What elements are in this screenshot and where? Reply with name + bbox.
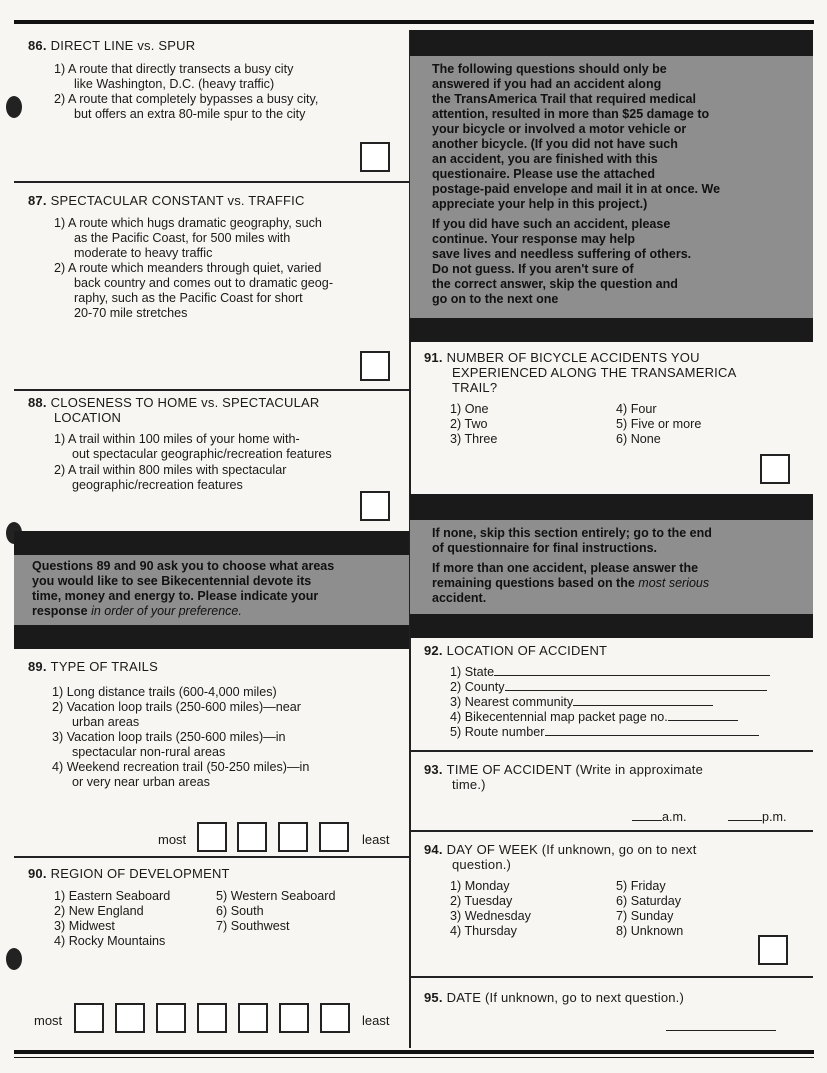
q88-option-2-cont: geographic/recreation features — [72, 478, 243, 492]
q89-rank-box-1[interactable] — [197, 822, 227, 852]
intro-top-bar — [14, 531, 410, 555]
intro-line-2: you would like to see Bikecentennial devote its — [32, 574, 312, 588]
question-95-title: 95. DATE (If unknown, go to next question.) — [424, 990, 685, 1005]
intro-line-1: Questions 89 and 90 ask you to choose what areas — [32, 559, 335, 573]
question-93-title-cont: time.) — [452, 777, 486, 792]
q90-option-5: 5) Western Seaboard — [216, 889, 336, 903]
q86-option-1: 1) A route that directly transects a busy city — [54, 62, 294, 76]
q89-least-label: least — [362, 832, 390, 847]
q92-county-field[interactable]: 2) County — [450, 680, 767, 695]
q87-option-2-cont3: 20-70 mile stretches — [74, 306, 188, 320]
q89-option-4: 4) Weekend recreation trail (50-250 miles)—in — [52, 760, 310, 774]
question-87 — [14, 183, 410, 391]
accident-count-note — [410, 520, 813, 614]
q87-option-1: 1) A route which hugs dramatic geography, such — [54, 216, 322, 230]
q94-option-1: 1) Monday — [450, 879, 510, 893]
q89-option-2: 2) Vacation loop trails (250-600 miles)—near — [52, 700, 301, 714]
q88-option-1-cont: out spectacular geographic/recreation features — [72, 447, 332, 461]
bottom-rule-thin — [14, 1057, 814, 1058]
mid-note-line-3: If more than one accident, please answer the — [432, 561, 699, 575]
bottom-rule — [14, 1050, 814, 1054]
q86-answer-box[interactable] — [360, 142, 390, 172]
q89-rank-box-2[interactable] — [237, 822, 267, 852]
q90-rank-box-4[interactable] — [197, 1003, 227, 1033]
q89-most-label: most — [158, 832, 187, 847]
q86-option-1-cont: like Washington, D.C. (heavy traffic) — [74, 77, 275, 91]
q87-option-1-cont2: moderate to heavy traffic — [74, 246, 213, 260]
q94-option-7: 7) Sunday — [616, 909, 674, 923]
q87-answer-box[interactable] — [360, 351, 390, 381]
intro-line-3: time, money and energy to. Please indicate your — [32, 589, 319, 603]
note-top-bottom-bar — [410, 318, 813, 342]
q91-option-1: 1) One — [450, 402, 489, 416]
note-paragraph-2: If you did have such an accident, please continue. Your response may help save lives and needless suffering of others. Do not guess. If you aren't sure of the correct answer, skip the question and go on to the next one — [432, 217, 692, 306]
q94-option-6: 6) Saturday — [616, 894, 682, 908]
question-91-title-cont1: EXPERIENCED ALONG THE TRANSAMERICA — [452, 365, 737, 380]
q95-date-field[interactable] — [666, 1020, 776, 1035]
q91-option-3: 3) Three — [450, 432, 498, 446]
question-89-title: 89. TYPE OF TRAILS — [28, 659, 158, 674]
q94-option-5: 5) Friday — [616, 879, 666, 893]
q92-community-field[interactable]: 3) Nearest community — [450, 695, 713, 710]
q90-rank-box-5[interactable] — [238, 1003, 268, 1033]
q94-option-4: 4) Thursday — [450, 924, 517, 938]
top-rule — [14, 20, 814, 24]
question-92 — [410, 638, 813, 752]
q90-option-6: 6) South — [216, 904, 264, 918]
q93-am-field[interactable]: a.m. — [632, 810, 687, 825]
question-95 — [410, 978, 813, 1048]
q91-option-4: 4) Four — [616, 402, 657, 416]
note-mid-bar — [410, 494, 813, 520]
question-88-title-cont: LOCATION — [54, 410, 122, 425]
question-91-title: 91. NUMBER OF BICYCLE ACCIDENTS YOU — [424, 350, 700, 365]
q86-option-2-cont: but offers an extra 80-mile spur to the city — [74, 107, 306, 121]
q94-option-2: 2) Tuesday — [450, 894, 513, 908]
note-top-bar — [410, 30, 813, 56]
question-94 — [410, 832, 813, 978]
q87-option-2-cont2: raphy, such as the Pacific Coast for short — [74, 291, 303, 305]
mid-note-line-2: of questionnaire for final instructions. — [432, 541, 658, 555]
question-90-title: 90. REGION OF DEVELOPMENT — [28, 866, 230, 881]
question-87-title: 87. SPECTACULAR CONSTANT vs. TRAFFIC — [28, 193, 305, 208]
q94-option-3: 3) Wednesday — [450, 909, 531, 923]
intro-line-4: response in order of your preference. — [32, 604, 242, 618]
question-93 — [410, 752, 813, 832]
question-90 — [14, 858, 410, 1048]
q91-answer-box[interactable] — [760, 454, 790, 484]
intro-bottom-bar — [14, 625, 410, 649]
q87-option-1-cont1: as the Pacific Coast, for 500 miles with — [74, 231, 291, 245]
questionnaire-page — [14, 30, 813, 1048]
mid-note-line-4: remaining questions based on the most serious — [432, 576, 710, 590]
right-column — [410, 30, 813, 1048]
question-89 — [14, 649, 410, 858]
q89-rank-box-3[interactable] — [278, 822, 308, 852]
q90-most-label: most — [34, 1013, 63, 1028]
q89-option-2-cont: urban areas — [72, 715, 140, 729]
q90-option-4: 4) Rocky Mountains — [54, 934, 166, 948]
q90-rank-box-3[interactable] — [156, 1003, 186, 1033]
mid-note-line-5: accident. — [432, 591, 487, 605]
q90-rank-box-2[interactable] — [115, 1003, 145, 1033]
q90-least-label: least — [362, 1013, 390, 1028]
question-88 — [14, 391, 410, 531]
q92-route-field[interactable]: 5) Route number — [450, 725, 759, 740]
q89-option-4-cont: or very near urban areas — [72, 775, 210, 789]
q90-option-2: 2) New England — [54, 904, 144, 918]
q90-option-3: 3) Midwest — [54, 919, 115, 933]
note-paragraph-1: The following questions should only be answered if you had an accident along the TransAmerica Trail that required medical attention, resulted in more than $25 damage to your bicycle or involved a motor vehicle or another bicycle. (If you did not have such an accident, you are finished with this questionaire. Please use the attached postage-paid envelope and mail it in at once. We appreciate your help in this project.) — [432, 62, 721, 211]
left-column — [14, 30, 410, 1048]
q90-option-7: 7) Southwest — [216, 919, 290, 933]
q90-rank-box-7[interactable] — [320, 1003, 350, 1033]
accident-instructions-note — [410, 56, 813, 318]
q91-option-5: 5) Five or more — [616, 417, 702, 431]
q90-rank-box-1[interactable] — [74, 1003, 104, 1033]
q92-state-field[interactable]: 1) State — [450, 665, 770, 680]
q94-answer-box[interactable] — [758, 935, 788, 965]
q88-option-2: 2) A trail within 800 miles with spectacular — [54, 463, 287, 477]
note-mid-bottom-bar — [410, 614, 813, 638]
q87-option-2-cont1: back country and comes out to dramatic geog- — [74, 276, 334, 290]
question-93-title: 93. TIME OF ACCIDENT (Write in approximate — [424, 762, 704, 777]
q93-pm-field[interactable]: p.m. — [728, 810, 787, 825]
mid-note-line-1: If none, skip this section entirely; go to the end — [432, 526, 712, 540]
q91-option-2: 2) Two — [450, 417, 488, 431]
q87-option-2: 2) A route which meanders through quiet, varied — [54, 261, 322, 275]
q89-option-1: 1) Long distance trails (600-4,000 miles) — [52, 685, 277, 699]
question-94-title: 94. DAY OF WEEK (If unknown, go on to next — [424, 842, 697, 857]
q94-option-8: 8) Unknown — [616, 924, 684, 938]
q89-option-3: 3) Vacation loop trails (250-600 miles)—in — [52, 730, 286, 744]
q91-option-6: 6) None — [616, 432, 661, 446]
question-92-title: 92. LOCATION OF ACCIDENT — [424, 643, 608, 658]
question-86-title: 86. DIRECT LINE vs. SPUR — [28, 38, 196, 53]
q86-option-2: 2) A route that completely bypasses a busy city, — [54, 92, 319, 106]
intro-89-90-note — [14, 555, 410, 625]
q90-rank-box-6[interactable] — [279, 1003, 309, 1033]
question-91-title-cont2: TRAIL? — [452, 380, 498, 395]
q89-option-3-cont: spectacular non-rural areas — [72, 745, 226, 759]
question-88-title: 88. CLOSENESS TO HOME vs. SPECTACULAR — [28, 395, 320, 410]
q88-answer-box[interactable] — [360, 491, 390, 521]
question-86 — [14, 30, 410, 183]
q90-option-1: 1) Eastern Seaboard — [54, 889, 171, 903]
q92-map-page-field[interactable]: 4) Bikecentennial map packet page no. — [450, 710, 738, 725]
question-91 — [410, 342, 813, 494]
q88-option-1: 1) A trail within 100 miles of your home with- — [54, 432, 300, 446]
question-94-title-cont: question.) — [452, 857, 512, 872]
q89-rank-box-4[interactable] — [319, 822, 349, 852]
